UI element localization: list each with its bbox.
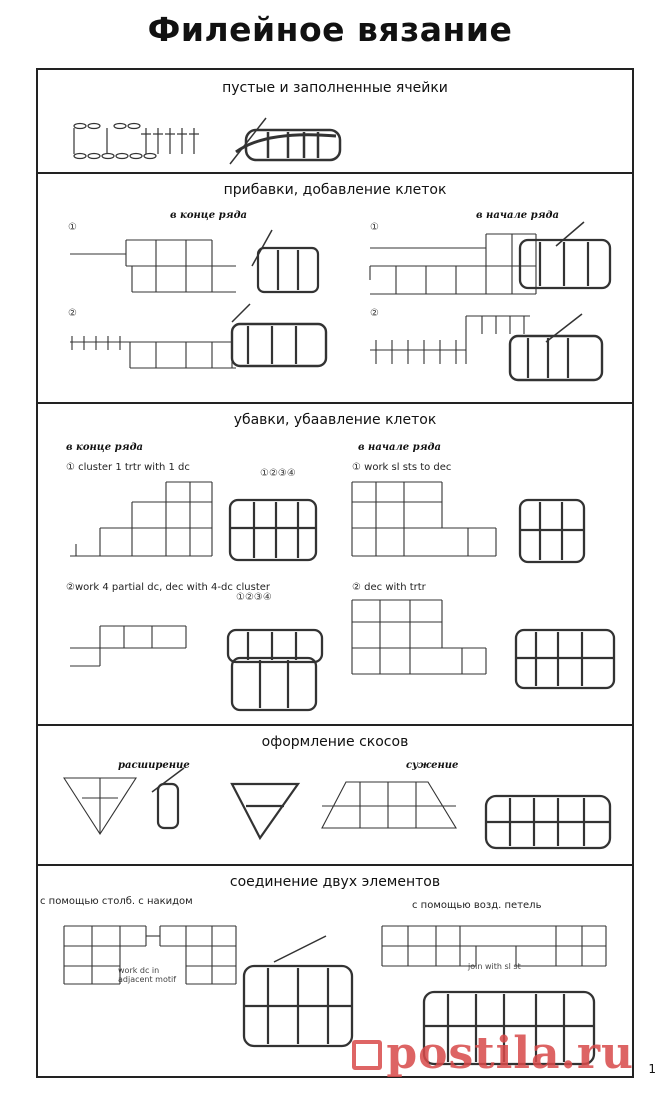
section-title: соединение двух элементов: [229, 874, 441, 890]
right-note: join with sl st: [468, 962, 521, 971]
left-note: work dc in adjacent motif: [118, 966, 177, 984]
right-label: с помощью возд. петель: [412, 900, 542, 911]
watermark-logo-icon: [352, 1040, 382, 1070]
step-1-marker: ①: [68, 222, 77, 233]
steps-markers-2: ①②③④: [236, 592, 272, 603]
right-label: сужение: [406, 760, 459, 771]
page-title: Филейное вязание: [147, 10, 513, 49]
right-step-1: ① work sl sts to dec: [352, 462, 452, 473]
left-label: в конце ряда: [66, 442, 144, 453]
left-label: с помощью столб. с накидом: [40, 896, 193, 907]
left-label: расширение: [118, 760, 190, 771]
page-number: 1: [648, 1062, 656, 1076]
left-step-1: ① cluster 1 trtr with 1 dc: [66, 462, 190, 473]
section-decreases: [36, 402, 634, 724]
right-step-2: ② dec with trtr: [352, 582, 426, 593]
step-1-marker-right: ①: [370, 222, 379, 233]
right-label: в начале ряда: [358, 442, 441, 453]
right-label: в начале ряда: [476, 210, 559, 221]
watermark: postila.ru: [352, 1028, 634, 1079]
step-2-marker-right: ②: [370, 308, 379, 319]
left-step-2: ②work 4 partial dc, dec with 4-dc cluster: [66, 582, 271, 593]
diagram-decreases: [36, 404, 634, 726]
left-label: в конце ряда: [170, 210, 248, 221]
section-title: оформление скосов: [261, 734, 409, 750]
diagram-cells: [36, 68, 634, 172]
diagram-increases: [36, 174, 634, 404]
section-empty-filled-cells: [36, 68, 634, 172]
section-title: прибавки, добавление клеток: [223, 182, 447, 198]
chain-row: [74, 124, 156, 159]
section-title: пустые и заполненные ячейки: [222, 80, 448, 96]
section-increases: [36, 172, 634, 402]
section-title: убавки, убаавление клеток: [233, 412, 437, 428]
diagram-bevels: [36, 726, 634, 866]
step-2-marker: ②: [68, 308, 77, 319]
section-bevels: [36, 724, 634, 864]
steps-markers: ①②③④: [260, 468, 296, 479]
